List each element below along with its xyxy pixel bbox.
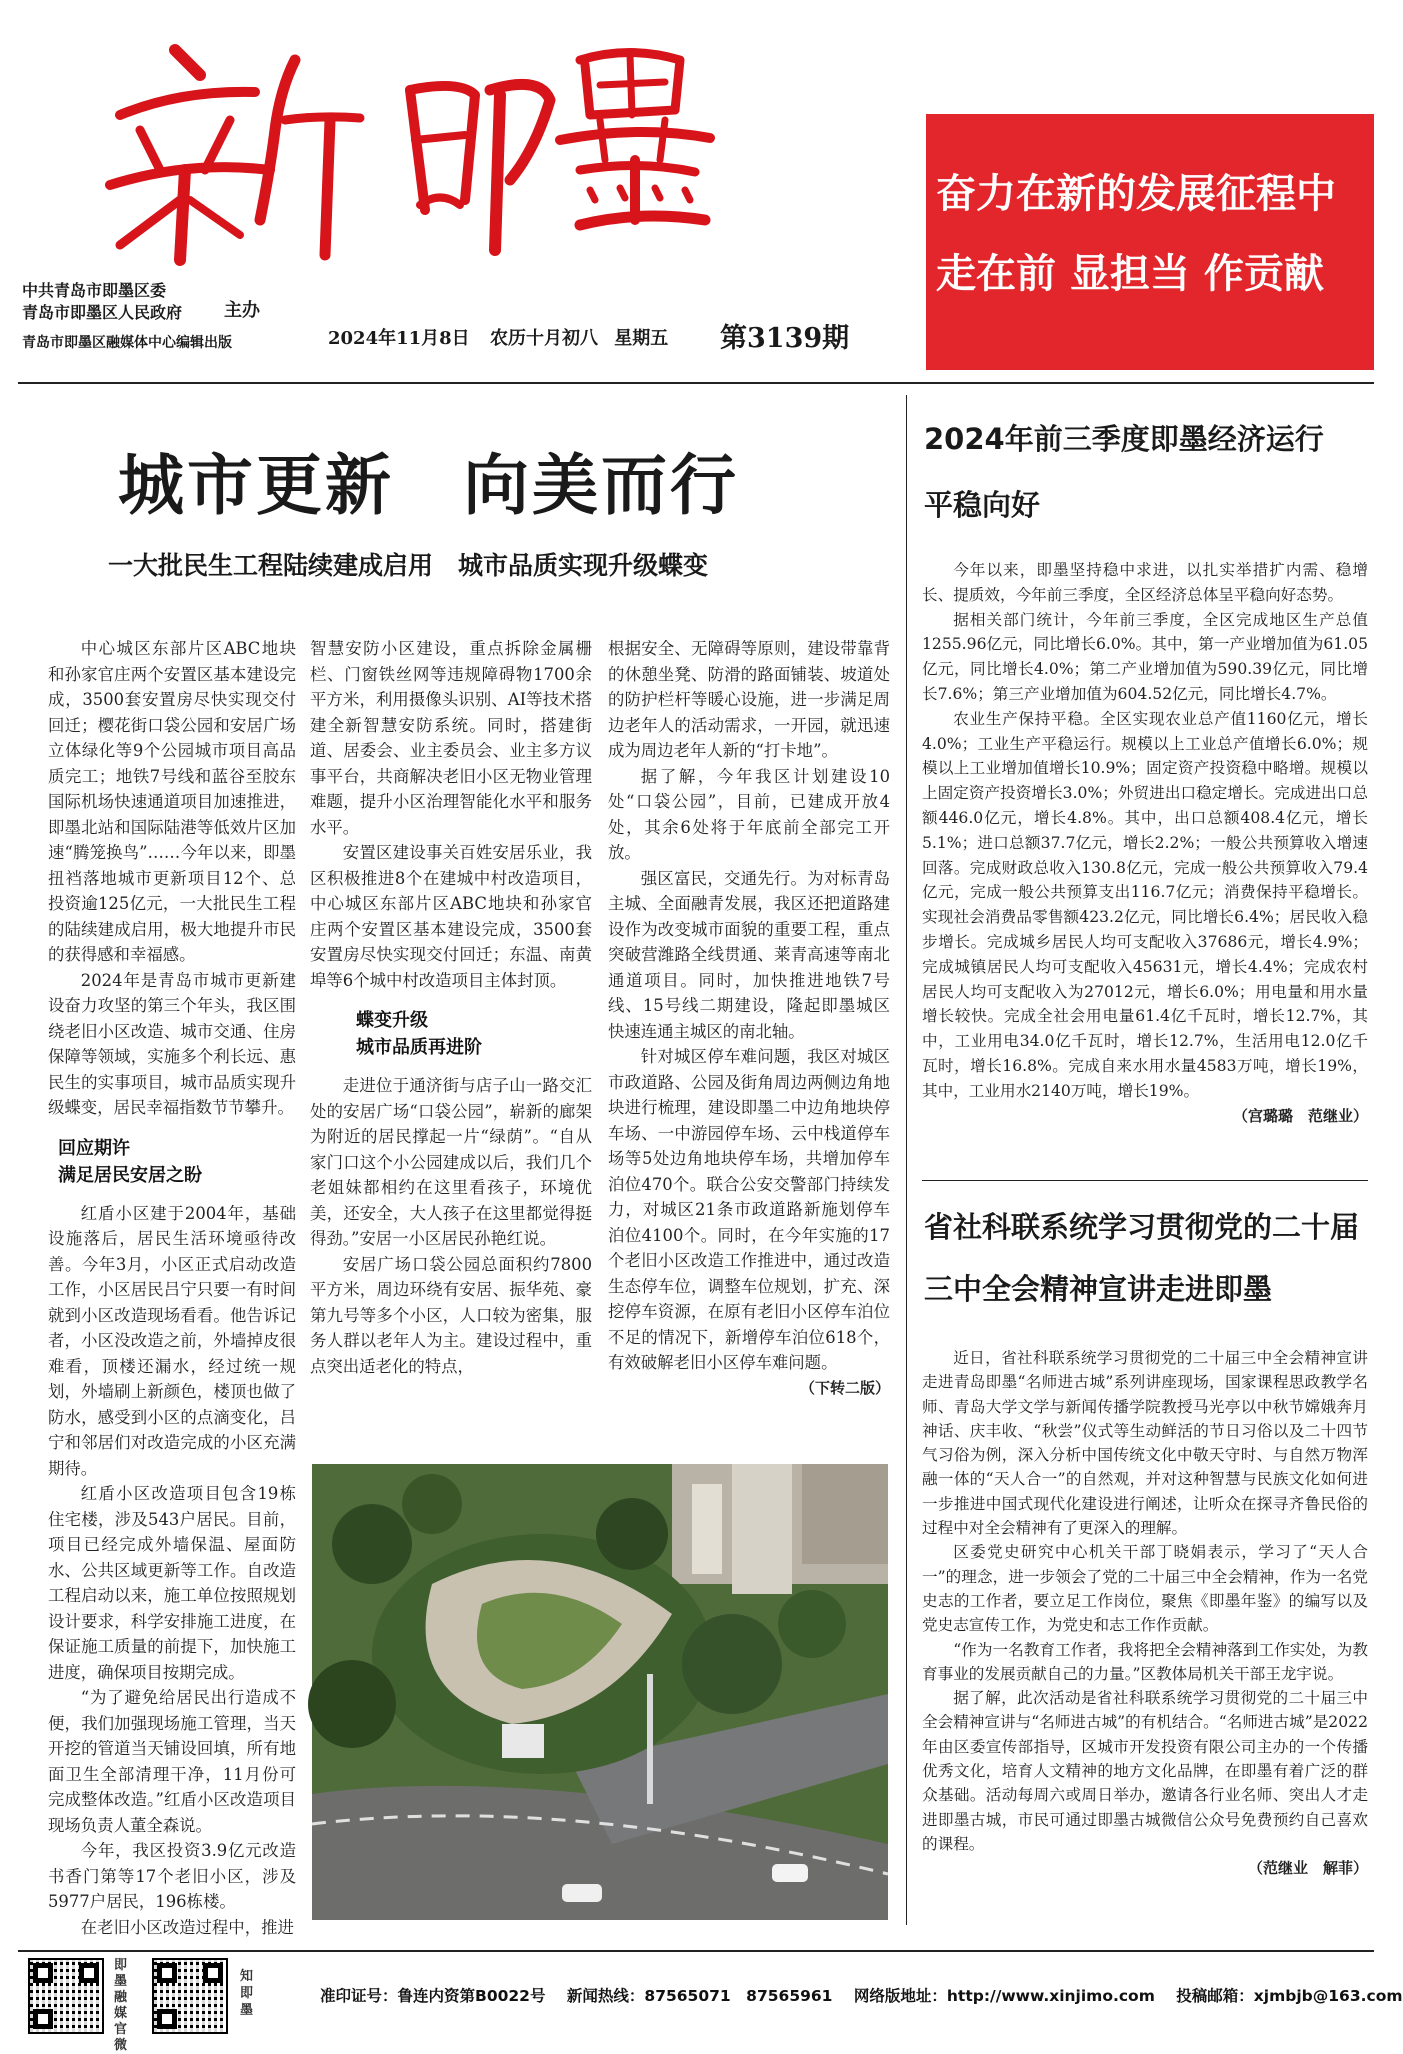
slogan-banner: [926, 114, 1374, 370]
paragraph: 据了解，今年我区计划建设10处“口袋公园”，目前，已建成开放4处，其余6处将于年底前全部完工开放。: [608, 766, 890, 862]
column-divider: [906, 395, 907, 1925]
paragraph: 农业生产保持平稳。全区实现农业总产值1160亿元，增长4.0%；工业生产平稳运行。规模以上工业总产值增长6.0%；规模以上工业增加值增长10.9%；固定资产投资稳中略增。规模以上固定资产投资增长3.0%；外贸进出口稳定增长。完成进出口总额446.0亿元，增长4.8%。其中，出口总额408.4亿元，增长5.1%；进口总额37.7亿元，增长2.2%；一般公共预算收入增速回落。完成财政总收入130.8亿元，完成一般公共预算收入79.4亿元，完成一般公共预算支出116.7亿元；消费保持平稳增长。实现社会消费品零售额423.2亿元，同比增长6.4%；居民收入稳步增长。完成城乡居民人均可支配收入37686元，增长4.9%；完成城镇居民人均可支配收入45631元，增长4.4%；完成农村居民人均可支配收入为27012元，增长6.0%；用电量和用水量增长较快。完成全社会用电量61.4亿千瓦时，增长12.7%，其中，工业用电34.0亿千瓦时，增长12.7%，生活用电12.0亿千瓦时，增长16.8%。完成自来水用水量4583万吨，增长19%，其中，工业用水2140万吨，增长19%。: [922, 709, 1368, 1100]
paragraph: 强区富民，交通先行。为对标青岛主城、全面融青发展，我区还把道路建设作为改变城市面貌的重要工程，重点突破营潍路全线贯通、莱青高速等南北通道项目。同时，加快推进地铁7号线、15号线二期建设，隆起即墨城区快速连通主城区的南北轴。: [608, 868, 890, 1041]
masthead-divider: [18, 382, 1374, 384]
paragraph: 针对城区停车难问题，我区对城区市政道路、公园及街角周边两侧边角地块进行梳理，建设即墨二中边角地块停车场、一中游园停车场、云中栈道停车场等5处边角地块停车场，共增加停车泊位470个。联合公安交警部门持续发力，对城区21条市政道路新施划停车泊位4100个。同时，在今年实施的17个老旧小区改造工作推进中，通过改造生态停车位，调整车位规划，扩充、深挖停车资源，在原有老旧小区停车泊位不足的情况下，新增停车泊位618个，有效破解老旧小区停车难问题。: [608, 1047, 890, 1372]
issue-weekday: 星期五: [614, 328, 669, 349]
continued-note: （下转二版）: [799, 1378, 890, 1397]
paragraph: 红盾小区建于2004年，基础设施落后，居民生活环境亟待改善。今年3月，小区正式启动改造工作，小区居民吕宁只要一有时间就到小区改造现场看看。他告诉记者，小区没改造之前，外墙掉皮很难看，顶楼还漏水，经过统一规划，外墙刷上新颜色，楼顶也做了防水，感受到小区的点滴变化，吕宁和邻居们对改造完成的小区充满期待。: [48, 1203, 296, 1478]
email-label: 投稿邮箱：: [1176, 1987, 1254, 2005]
issue-line: [328, 324, 668, 350]
lead-headline: 城市更新 向美而行: [118, 447, 739, 524]
paragraph: 在老旧小区改造过程中，推进: [80, 1917, 294, 1937]
lead-column-3: [608, 636, 890, 1401]
license-label: 准印证号：: [320, 1987, 398, 2005]
sponsor-label: 主办: [224, 300, 260, 321]
subhead-line: 满足居民安居之盼: [58, 1164, 202, 1186]
qr-code-icon[interactable]: [28, 1958, 104, 2034]
subhead-line: 回应期许: [58, 1137, 130, 1159]
paragraph: 今年，我区投资3.9亿元改造书香门第等17个老旧小区，涉及5977户居民，196栋楼。: [48, 1841, 296, 1911]
paragraph: 安居广场口袋公园总面积约7800平方米，周边环绕有安居、振华苑、豪第九号等多个小区，人口较为密集，服务人群以老年人为主。建设过程中，重点突出适老化的特点，: [310, 1254, 592, 1376]
subhead-line: 城市品质再进阶: [356, 1037, 482, 1058]
paragraph: 近日，省社科联系统学习贯彻党的二十届三中全会精神宣讲走进青岛即墨“名师进古城”系列讲座现场，国家课程思政教学名师、青岛大学文学与新闻传播学院教授马光亭以中秋节嫦娥奔月神话、庆丰收、“秋尝”仪式等生动鲜活的节日习俗以及二十四节气习俗为例，深入分析中国传统文化中敬天守时、与自然万物浑融一体的“天人合一”的自然观，并对这种智慧与民族文化如何进一步推进中国式现代化建设进行阐述，让听众在探寻齐鲁民俗的过程中对全会精神有了更深入的理解。: [922, 1349, 1368, 1538]
paragraph: 据了解，此次活动是省社科联系统学习贯彻党的二十届三中全会精神宣讲与“名师进古城”的有机结合。“名师进古城”是2022年由区委宣传部指导，区城市开发投资有限公司主办的一个传播优秀文化，培育人文精神的地方文化品牌，在即墨有着广泛的群众基础。活动每周六或周日举办，邀请各行业名师、突出人才走进即墨古城，市民可通过即墨古城微信公众号免费预约自己喜欢的课程。: [922, 1689, 1368, 1853]
web-label: 网络版地址：: [853, 1987, 947, 2005]
slogan-line-2: 走在前 显担当 作贡献: [936, 251, 1324, 297]
park-aerial-photo: [312, 1464, 888, 1920]
qr2-label: 知即墨: [240, 1969, 254, 2018]
paragraph: 走进位于通济街与店子山一路交汇处的安居广场“口袋公园”，崭新的廊架为附近的居民撑起一片“绿荫”。“自从家门口这个小公园建成以后，我们几个老姐妹都相约在这里看孩子，环境优美，还安全，大人孩子在这里都觉得挺得劲。”安居一小区居民孙艳红说。: [310, 1076, 592, 1248]
hotline-label: 新闻热线：: [566, 1987, 645, 2005]
masthead-logo: [80, 20, 730, 270]
paragraph: 区委党史研究中心机关干部丁晓娟表示，学习了“天人合一”的理念，进一步领会了党的二十届三中全会精神，作为一名党史志的工作者，要立足工作岗位，聚焦《即墨年鉴》的编写以及党史志宣传工作，为党史和志工作作贡献。: [922, 1543, 1368, 1635]
story3-body: [922, 1346, 1368, 1881]
issue-lunar: 农历十月初八: [489, 328, 598, 349]
license-number: 鲁连内资第B0022号: [397, 1987, 546, 2005]
footer-divider: [18, 1950, 1374, 1952]
email-link[interactable]: xjmbjb@163.com: [1253, 1987, 1403, 2005]
footer-info: [320, 1984, 1403, 2006]
masthead-logo-calligraphy: [80, 20, 730, 270]
paragraph: “作为一名教育工作者，我将把全会精神落到工作实处，为教育事业的发展贡献自己的力量。”区教体局机关干部王龙宇说。: [922, 1640, 1368, 1683]
publisher: 青岛市即墨区融媒体中心编辑出版: [22, 335, 232, 351]
section-subhead-1: [58, 1135, 296, 1189]
hotline-number: 87565071 87565961: [644, 1987, 833, 2005]
paragraph: 中心城区东部片区ABC地块和孙家官庄两个安置区基本建设完成，3500套安置房尽快实现交付回迁；樱花街口袋公园和安居广场立体绿化等9个公园城市项目高品质完工；地铁7号线和蓝谷至胶东国际机场快速通道项目加速推进，即墨北站和国际陆港等低效片区加速“腾笼换鸟”……今年以来，即墨扭裆落地城市更新项目12个、总投资逾125亿元，一大批民生工程的陆续建成启用，极大地提升市民的获得感和幸福感。: [48, 639, 296, 964]
lead-subheadline: 一大批民生工程陆续建成启用 城市品质实现升级蝶变: [108, 551, 709, 580]
slogan-line-1: 奋力在新的发展征程中: [936, 171, 1336, 217]
section-subhead-2: [356, 1007, 592, 1061]
lead-column-2: [310, 636, 592, 1379]
story2-body: [922, 558, 1368, 1128]
subhead-line: 蝶变升级: [356, 1010, 428, 1031]
story2-byline: （宫璐璐 范继业）: [1232, 1106, 1368, 1125]
paragraph: 安置区建设事关百姓安居乐业，我区积极推进8个在建城中村改造项目，中心城区东部片区ABC地块和孙家官庄两个安置区基本建设完成，3500套安置房尽快实现交付回迁；东温、南黄埠等6个城中村改造项目主体封顶。: [310, 843, 592, 990]
paragraph: 据相关部门统计，今年前三季度，全区完成地区生产总值1255.96亿元，同比增长6.0%。其中，第一产业增加值为61.05亿元，同比增长4.0%；第二产业增加值为590.39亿元，同比增长7.6%；第三产业增加值为604.52亿元，同比增长4.7%。: [922, 610, 1368, 703]
paragraph: 红盾小区改造项目包含19栋住宅楼，涉及543户居民。目前，项目已经完成外墙保温、屋面防水、公共区域更新等工作。自改造工程启动以来，施工单位按照规划设计要求，科学安排施工进度，在保证施工质量的前提下，加快施工进度，确保项目按期完成。: [48, 1484, 296, 1682]
paragraph: 2024年是青岛市城市更新建设奋力攻坚的第三个年头，我区围绕老旧小区改造、城市交通、住房保障等领域，实施多个利长远、惠民生的实事项目，城市品质实现升级蝶变，居民幸福指数节节攀升。: [48, 970, 296, 1117]
paragraph: 智慧安防小区建设，重点拆除金属栅栏、门窗铁丝网等违规障碍物1700余平方米，利用摄像头识别、AI等技术搭建全新智慧安防系统。同时，搭建街道、居委会、业主委员会、业主多方议事平台，共商解决老旧小区无物业管理难题，提升小区治理智能化水平和服务水平。: [310, 639, 592, 837]
story3-byline: （范继业 解菲）: [1247, 1859, 1368, 1878]
web-link[interactable]: http://www.xinjimo.com: [946, 1987, 1155, 2005]
paragraph: 根据安全、无障碍等原则，建设带靠背的休憩坐凳、防滑的路面铺装、坡道处的防护栏杆等暖心设施，进一步满足周边老年人的活动需求，一开园，就迅速成为周边老年人新的“打卡地”。: [608, 639, 890, 760]
issue-number: 第3139期: [720, 323, 850, 354]
issue-date: 2024年11月8日: [328, 328, 470, 349]
qr-code-icon[interactable]: [152, 1958, 228, 2034]
qr1-label: 即墨融媒官微: [114, 1958, 128, 2053]
paragraph: “为了避免给居民出行造成不便，我们加强现场施工管理，当天开挖的管道当天铺设回填，所有地面卫生全部清理干净，11月份可完成整体改造。”红盾小区改造项目现场负责人董全森说。: [48, 1688, 296, 1835]
lead-column-1: [48, 636, 296, 1940]
sponsor-line-1: 中共青岛市即墨区委: [22, 281, 167, 300]
park-photo-illustration: [312, 1464, 888, 1920]
story-divider: [922, 1180, 1368, 1181]
story2-headline: 2024年前三季度即墨经济运行平稳向好: [924, 422, 1324, 522]
story3-headline: 省社科联系统学习贯彻党的二十届三中全会精神宣讲走进即墨: [924, 1210, 1360, 1306]
sponsor-line-2: 青岛市即墨区人民政府: [22, 303, 183, 322]
paragraph: 今年以来，即墨坚持稳中求进，以扎实举措扩内需、稳增长、提质效，今年前三季度，全区经济总体呈平稳向好态势。: [922, 561, 1368, 604]
